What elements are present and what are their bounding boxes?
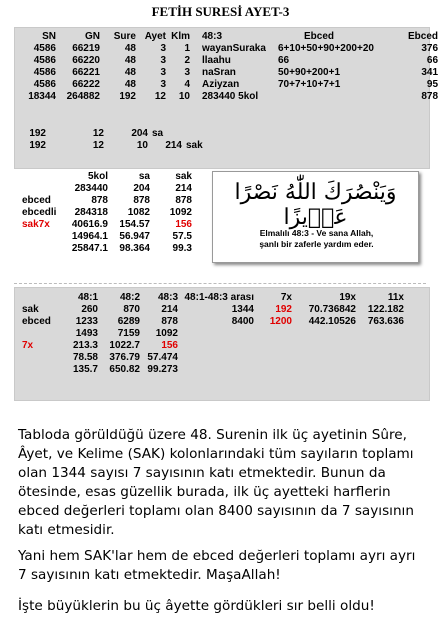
table-cell: sak [186,140,203,151]
table-cell: 1022.7 [109,340,140,351]
table-cell: 878 [133,195,150,206]
table-row [20,183,194,195]
table-cell: 66220 [72,55,100,66]
table-cell: 878 [161,316,178,327]
verse-image [212,171,419,263]
table-header [20,171,64,183]
sak-sum-table [20,128,218,152]
table-row [20,231,194,243]
table-header: 7x [280,292,292,303]
empty-cell [20,364,58,376]
table-cell: 57.474 [147,352,178,363]
table-row [20,207,194,219]
table-cell: Aziyzan [202,79,240,90]
table-cell: 66219 [72,43,100,54]
table-cell: 78.58 [72,352,98,363]
table-row [20,43,440,55]
arabic-verse-text: وَيَنْصُرَكَ اللّٰهُ نَصْرًا عَز۪يزًا [234,180,397,230]
table-header: sa [138,171,150,182]
table-header: 48:1 [77,292,98,303]
divider [14,283,426,284]
page-title: FETİH SURESİ AYET-3 [151,4,290,19]
table-cell [184,128,218,140]
table-cell: 156 [161,340,178,351]
header-ayet: Ayet [144,31,166,42]
row-label [20,183,64,195]
table-cell: 66 [278,55,290,66]
table-cell: 878 [91,195,108,206]
header-klm: Klm [171,31,190,42]
table-cell: 4 [184,79,190,90]
row-label: 7x [22,340,34,351]
table-cell: 260 [81,304,98,315]
table-cell: 204 [133,183,150,194]
kol-table [20,171,194,255]
table-cell: 40616.9 [71,219,108,230]
table-cell: 192 [29,128,46,139]
header-ebced-formula: Ebced [304,31,335,42]
table-cell: 50+90+200+1 [278,67,341,78]
table-cell: 48 [124,67,136,78]
table-cell: 25847.1 [71,243,108,254]
table-cell: 442.10526 [308,316,356,327]
table-header: 5kol [87,171,108,182]
multiples-table [20,292,406,376]
verse-caption [219,228,414,250]
row-label [20,231,64,243]
table-cell: sa [152,128,164,139]
header-gn: GN [85,31,100,42]
table-row [20,316,406,328]
header-ebced-value: Ebced [408,31,439,42]
paragraph-2: Yani hem SAK'lar hem de ebced değerleri toplamı ayrı ayrı 7 sayısının katı etmektedir. MaşaAllah! [18,548,416,583]
table-cell: 763.636 [367,316,404,327]
table-cell: 1092 [155,328,178,339]
table-row [20,304,406,316]
table-cell: 12 [92,140,104,151]
table-cell: 6+10+50+90+200+20 [278,43,374,54]
table-header [20,292,58,304]
table-row [20,91,440,103]
table-cell [274,91,406,103]
table-cell: 56.947 [119,231,150,242]
header-verse: 48:3 [202,31,223,42]
table-cell: 66222 [72,79,100,90]
table-cell: 6289 [117,316,140,327]
table-cell: 99.3 [172,243,192,254]
table-cell: 156 [175,219,192,230]
table-header-row [20,292,406,304]
header-sn: SN [42,31,56,42]
table-cell: 66 [426,55,439,66]
table-cell: 70+7+10+7+1 [278,79,341,90]
table-cell: 98.364 [119,243,150,254]
table-cell: 3 [160,55,166,66]
table-row [20,195,194,207]
table-cell: 48 [124,55,136,66]
table-row [20,328,406,340]
table-cell: 4586 [33,43,56,54]
table-cell: 66221 [72,67,100,78]
table-cell: 12 [154,91,166,102]
header-sure: Sure [113,31,136,42]
row-label: ebced [22,195,51,206]
table-row [20,79,440,91]
table-cell: 192 [29,140,46,151]
table-cell: 870 [123,304,140,315]
row-label: sak [22,304,39,315]
empty-cell [20,328,58,340]
table-cell: 264882 [66,91,100,102]
paragraph-3: İşte büyüklerin bu üç âyette gördükleri sır belli oldu! [18,598,375,614]
table-cell: 214 [161,304,178,315]
table-cell: 18344 [28,91,56,102]
table-cell: 10 [136,140,148,151]
table-row [20,128,218,140]
table-cell: 284318 [74,207,108,218]
table-cell: llaahu [202,55,231,66]
table-header: 11x [387,292,404,303]
table-cell: 7159 [117,328,140,339]
table-cell: 2 [184,55,190,66]
caption-line-1: Elmalılı 48:3 - Ve sana Allah, [259,228,374,238]
table-cell: 1092 [169,207,192,218]
table-row [20,352,406,364]
empty-cell [20,352,58,364]
table-cell: 341 [421,67,439,78]
table-cell: 70.736842 [308,304,356,315]
table-row [20,243,194,255]
table-cell: 376.79 [109,352,140,363]
table-cell: 3 [160,79,166,90]
table-cell: 283440 5kol [202,91,259,102]
table-cell: 3 [160,43,166,54]
table-cell: 48 [124,79,136,90]
table-cell: 4586 [33,79,56,90]
table-cell: 99.273 [147,364,178,375]
table-row [20,67,440,79]
table-cell: 135.7 [72,364,98,375]
table-row [20,140,218,152]
table-cell: 1082 [127,207,150,218]
table-cell: naSran [202,67,236,78]
table-header-row [20,171,194,183]
row-label [20,243,64,255]
table-header-row [20,31,440,43]
table-cell: 650.82 [109,364,140,375]
table-cell: 95 [426,79,439,90]
table-cell: 214 [165,140,182,151]
table-row [20,340,406,352]
table-cell: 1 [184,43,190,54]
table-cell: wayanSuraka [202,43,266,54]
table-cell: 3 [160,67,166,78]
table-cell: 1344 [231,304,254,315]
table-cell: 3 [184,67,190,78]
table-cell: 204 [131,128,148,139]
table-cell: 1233 [75,316,98,327]
table-header: 48:2 [119,292,140,303]
table-cell: 1200 [269,316,292,327]
table-cell: 14964.1 [71,231,108,242]
table-header: 48:1-48:3 arası [184,292,254,303]
table-cell: 878 [175,195,192,206]
ebced-table [20,31,440,103]
table-cell: 1493 [75,328,98,339]
table-cell: 10 [178,91,190,102]
table-row [20,55,440,67]
table-cell: 213.3 [72,340,98,351]
table-cell: 283440 [74,183,108,194]
table-cell: 214 [175,183,192,194]
table-cell: 57.5 [172,231,192,242]
table-header: sak [175,171,192,182]
table-cell: 122.182 [367,304,404,315]
caption-line-2: şanlı bir zaferle yardım eder. [259,239,374,249]
table-row [20,364,406,376]
table-cell: 8400 [231,316,254,327]
table-cell: 4586 [33,55,56,66]
table-header: 19x [339,292,356,303]
row-label: ebcedli [22,207,57,218]
row-label: ebced [22,316,51,327]
row-label: sak7x [22,219,50,230]
table-cell: 878 [421,91,439,102]
table-row [20,219,194,231]
table-cell: 154.57 [119,219,150,230]
table-cell: 4586 [33,67,56,78]
table-cell: 48 [124,43,136,54]
table-header: 48:3 [157,292,178,303]
table-cell: 192 [275,304,292,315]
table-cell: 12 [92,128,104,139]
table-cell: 192 [119,91,136,102]
table-cell: 376 [421,43,439,54]
paragraph-1: Tabloda görüldüğü üzere 48. Surenin ilk üç ayetinin Sûre, Âyet, ve Kelime (SAK) kolonlarındaki tüm sayıların toplamı olan 1344 sayısı 7 sayısının katı etmektedir. Bunun da ötesinde, esas güzellik burada, ilk üç ayetteki harflerin ebced değerleri toplamı olan 8400 sayısının da 7 sayısının katı etmesidir. [18,427,414,538]
